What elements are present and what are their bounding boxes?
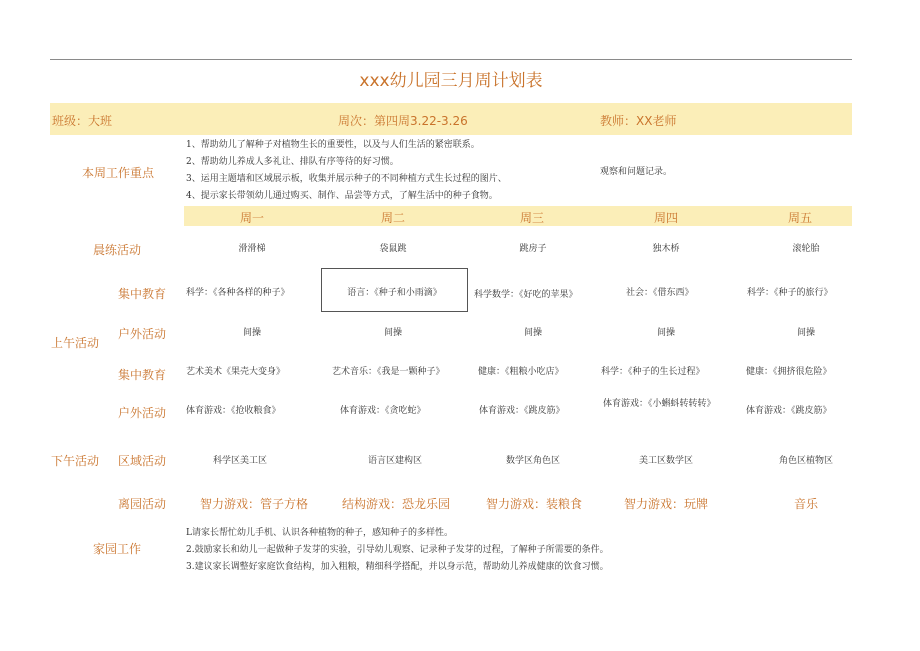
cell-r7-tue: 结构游戏：恐龙乐园 [342,497,451,511]
class-label: 班级：大班 [52,114,113,128]
cell-r3-tue: 间操 [383,328,402,338]
focus-item-2: 2、帮助幼儿养成人多礼让、排队有序等待的好习惯。 [186,157,399,167]
cell-r1-fri: 滚轮胎 [792,244,820,254]
row-label-outdoor-activity-2: 户外活动 [118,406,167,420]
row-label-morning-exercise: 晨练活动 [93,243,142,257]
cell-r1-mon: 滑滑梯 [238,244,266,254]
afternoon-section-label: 下午活动 [51,454,100,468]
cell-r6-thu: 美工区数学区 [638,456,693,466]
focus-label: 本周工作重点 [82,166,155,180]
focus-item-3: 3、运用主题墙和区域展示板，收集并展示种子的不同种植方式生长过程的图片、 [186,174,507,184]
teacher-label: 教师：XX老师 [600,114,677,128]
cell-r3-wed: 间操 [523,328,542,338]
morning-section-label: 上午活动 [51,336,100,350]
cell-r2-tue: 语言：《种子和小雨滴》 [347,288,442,298]
row-label-group-education-2: 集中教育 [118,368,167,382]
cell-r1-wed: 跳房子 [519,244,547,254]
cell-r3-thu: 间操 [656,328,675,338]
cell-r5-tue: 体育游戏：《贪吃蛇》 [340,406,426,416]
week-label: 周次：第四周3.22-3.26 [338,114,468,128]
focus-note: 观察和问题记录。 [600,167,673,177]
cell-r4-thu: 科学：《种子的生长过程》 [601,367,705,377]
cell-r2-wed: 科学数学：《好吃的苹果》 [474,290,578,300]
cell-r5-mon: 体育游戏：《抢收粮食》 [186,406,281,416]
cell-r4-mon: 艺术美术《果壳大变身》 [186,367,286,377]
cell-r5-wed: 体育游戏：《跳皮筋》 [479,406,565,416]
cell-r2-mon: 科学：《各种各样的种子》 [186,288,290,298]
day-wed: 周三 [519,211,544,225]
row-label-outdoor-activity: 户外活动 [118,327,167,341]
home-item-3: 3.建议家长调整好家庭饮食结构，加入粗粮，精细科学搭配，并以身示范，帮助幼儿养成健康的饮食习惯。 [186,562,609,572]
cell-r6-fri: 角色区植物区 [778,456,833,466]
home-item-2: 2.鼓励家长和幼儿一起做种子发芽的实验，引导幼儿观察、记录种子发芽的过程，了解种子所需要的条件。 [186,545,609,555]
home-item-1: L请家长帮忙幼儿手机、认识各种植物的种子，感知种子的多样性。 [186,528,453,538]
day-fri: 周五 [787,211,812,225]
cell-r4-wed: 健康：《粗粮小吃店》 [478,367,564,377]
row-label-area-activity: 区域活动 [118,454,167,468]
cell-r1-thu: 独木桥 [652,244,680,254]
row-label-group-education: 集中教育 [118,287,167,301]
cell-r6-tue: 语言区建构区 [367,456,422,466]
cell-r7-fri: 音乐 [794,497,819,511]
row-label-departure-activity: 离园活动 [118,497,167,511]
cell-r6-wed: 数学区角色区 [505,456,560,466]
cell-r7-thu: 智力游戏：玩牌 [624,497,709,511]
cell-r4-tue: 艺术音乐：《我是一颗种子》 [332,367,445,377]
cell-r7-wed: 智力游戏：装粮食 [486,497,583,511]
cell-r4-fri: 健康：《拥挤很危险》 [746,367,832,377]
cell-r6-mon: 科学区美工区 [212,456,267,466]
day-tue: 周二 [380,211,405,225]
cell-r5-thu: 体育游戏：《小蝌蚪转转转》 [603,399,716,409]
day-mon: 周一 [239,211,264,225]
cell-r5-fri: 体育游戏：《跳皮筋》 [746,406,832,416]
top-rule [50,59,852,60]
home-work-label: 家园工作 [93,542,142,556]
cell-r3-fri: 间操 [796,328,815,338]
cell-r2-fri: 科学：《种子的旅行》 [747,288,833,298]
cell-r7-mon: 智力游戏：管子方格 [200,497,309,511]
cell-r2-thu: 社会：《借东西》 [626,288,694,298]
cell-r1-tue: 袋鼠跳 [379,244,407,254]
cell-r3-mon: 间操 [242,328,261,338]
focus-item-1: 1、帮助幼儿了解种子对植物生长的重要性，以及与人们生活的紧密联系。 [186,140,480,150]
focus-item-4: 4、提示家长带领幼儿通过购买、制作、品尝等方式，了解生活中的种子食物。 [186,191,498,201]
day-thu: 周四 [653,211,678,225]
page-title: xxx幼儿园三月周计划表 [359,71,543,91]
